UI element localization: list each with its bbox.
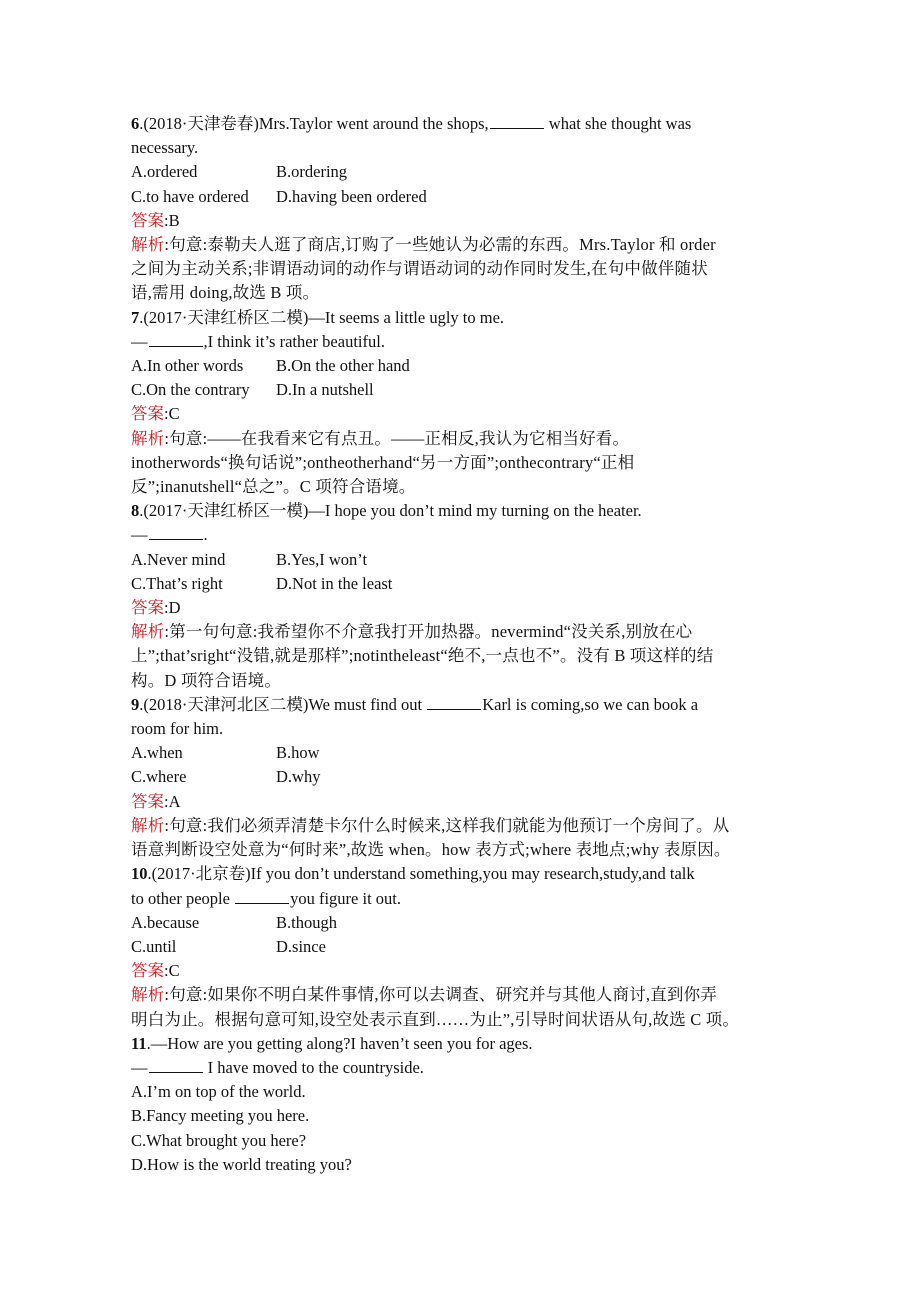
question-8-stem-line-2: [131, 523, 791, 547]
question-source: .: [146, 1033, 151, 1053]
stem-text: —How are you getting along?I haven’t seen you for ages.: [150, 1033, 533, 1053]
option-d: D.In a nutshell: [276, 380, 374, 400]
explanation-label: 解析: [131, 428, 165, 448]
question-6-stem-line-2: necessary.: [131, 138, 199, 158]
option-b: B.Fancy meeting you here.: [131, 1106, 310, 1126]
stem-text: I have moved to the countryside.: [203, 1057, 424, 1077]
question-source: .(2018·天津河北区二模): [139, 694, 309, 714]
explanation-text: :句意:我们必须弄清楚卡尔什么时候来,这样我们就能为他预订一个房间了。从: [164, 815, 730, 835]
explanation-line: [131, 620, 791, 644]
answer-line: [131, 402, 791, 426]
question-number: 8: [131, 501, 140, 521]
answer-line: [131, 209, 791, 233]
options-row: [131, 160, 791, 184]
option-a: A.when: [131, 743, 183, 763]
stem-text: .: [203, 525, 208, 545]
answer-value: :C: [164, 404, 180, 424]
dash: —: [131, 1057, 148, 1077]
stem-text: you figure it out.: [290, 888, 401, 908]
answer-line: [131, 596, 791, 620]
answer-blank: [149, 1058, 203, 1073]
options-row: [131, 354, 791, 378]
explanation-line: 之间为主动关系;非谓语动词的动作与谓语动词的动作同时发生,在句中做伴随状: [131, 259, 708, 279]
explanation-label: 解析: [131, 985, 165, 1005]
option-a: A.I’m on top of the world.: [131, 1082, 306, 1102]
options-row: [131, 572, 791, 596]
option-b: B.ordering: [276, 162, 348, 182]
question-8-stem-line-1: [131, 499, 791, 523]
explanation-text: :句意:如果你不明白某件事情,你可以去调查、研究并与其他人商讨,直到你弄: [164, 985, 718, 1005]
answer-line: [131, 959, 791, 983]
stem-text: —It seems a little ugly to me.: [308, 307, 505, 327]
option-a: A.Never mind: [131, 549, 226, 569]
options-row: [131, 911, 791, 935]
option-b: B.On the other hand: [276, 356, 410, 376]
question-source: .(2017·天津红桥区二模): [139, 307, 309, 327]
options-row: [131, 765, 791, 789]
question-number: 7: [131, 307, 140, 327]
options-row: [131, 935, 791, 959]
explanation-line: 上”;that’sright“没错,就是那样”;notintheleast“绝不,一点也不”。没有 B 项这样的结: [131, 646, 714, 666]
explanation-text: :句意:泰勒夫人逛了商店,订购了一些她认为必需的东西。Mrs.Taylor 和 order: [164, 235, 716, 255]
question-9-stem-line-2: room for him.: [131, 719, 224, 739]
question-number: 11: [131, 1033, 147, 1053]
stem-text: ,I think it’s rather beautiful.: [203, 331, 385, 351]
explanation-line: 反”;inanutshell“总之”。C 项符合语境。: [131, 477, 416, 497]
question-11-stem-line-1: [131, 1032, 791, 1056]
question-10-stem-line-1: [131, 862, 791, 886]
answer-label: 答案: [131, 404, 164, 424]
question-source: .(2017·天津红桥区一模): [139, 501, 309, 521]
stem-text: If you don’t understand something,you may research,study,and talk: [250, 864, 695, 884]
explanation-line: 语意判断设空处意为“何时来”,故选 when。how 表方式;where 表地点;why 表原因。: [131, 840, 731, 860]
stem-text: —I hope you don’t mind my turning on the heater.: [308, 501, 642, 521]
explanation-text: :句意:——在我看来它有点丑。——正相反,我认为它相当好看。: [164, 428, 630, 448]
option-c: C.until: [131, 936, 177, 956]
explanation-line: [131, 427, 791, 451]
explanation-label: 解析: [131, 815, 165, 835]
answer-label: 答案: [131, 598, 164, 618]
answer-value: :B: [164, 210, 180, 230]
option-c: C.That’s right: [131, 573, 223, 593]
question-number: 6: [131, 114, 140, 133]
question-11-stem-line-2: [131, 1056, 791, 1080]
worksheet-page: [131, 112, 791, 1177]
option-c: C.where: [131, 767, 187, 787]
option-a: A.because: [131, 912, 200, 932]
dash: —: [131, 331, 148, 351]
question-number: 9: [131, 694, 140, 714]
options-row: [131, 548, 791, 572]
option-c: C.What brought you here?: [131, 1130, 307, 1150]
answer-label: 答案: [131, 791, 164, 811]
explanation-line: 构。D 项符合语境。: [131, 670, 282, 690]
option-a: A.ordered: [131, 162, 198, 182]
explanation-line: [131, 814, 791, 838]
explanation-text: :第一句句意:我希望你不介意我打开加热器。nevermind“没关系,别放在心: [164, 622, 693, 642]
stem-text: to other people: [131, 888, 235, 908]
option-b: B.Yes,I won’t: [276, 549, 368, 569]
explanation-line: [131, 233, 791, 257]
option-c: C.to have ordered: [131, 186, 249, 206]
explanation-line: 明白为止。根据句意可知,设空处表示直到……为止”,引导时间状语从句,故选 C 项。: [131, 1009, 740, 1029]
answer-label: 答案: [131, 210, 164, 230]
question-10-stem-line-2: [131, 887, 791, 911]
stem-text: Karl is coming,so we can book a: [482, 694, 699, 714]
option-d: D.since: [276, 936, 326, 956]
answer-value: :C: [164, 961, 180, 981]
question-7-stem-line-2: [131, 330, 791, 354]
options-row: [131, 185, 791, 209]
question-9-stem-line-1: [131, 693, 791, 717]
question-7-stem-line-1: [131, 306, 791, 330]
answer-blank: [149, 332, 203, 347]
answer-label: 答案: [131, 961, 164, 981]
answer-blank: [235, 889, 289, 904]
options-row: [131, 378, 791, 402]
option-d: D.Not in the least: [276, 573, 393, 593]
explanation-line: inotherwords“换句话说”;ontheotherhand“另一方面”;onthecontrary“正相: [131, 452, 635, 472]
answer-value: :A: [164, 791, 181, 811]
answer-blank: [149, 525, 203, 540]
option-b: B.how: [276, 743, 320, 763]
option-d: D.How is the world treating you?: [131, 1154, 352, 1174]
question-number: 10: [131, 864, 148, 884]
question-source: .(2017·北京卷): [147, 864, 251, 884]
explanation-label: 解析: [131, 622, 165, 642]
option-b: B.though: [276, 912, 337, 932]
options-row: [131, 741, 791, 765]
dash: —: [131, 525, 148, 545]
stem-text: We must find out: [308, 694, 427, 714]
stem-text: what she thought was: [544, 114, 692, 133]
question-source: .(2018·天津卷春): [139, 114, 259, 133]
option-d: D.why: [276, 767, 321, 787]
answer-blank: [427, 695, 481, 710]
explanation-label: 解析: [131, 235, 165, 255]
answer-blank: [490, 114, 544, 129]
answer-line: [131, 790, 791, 814]
option-a: A.In other words: [131, 356, 244, 376]
stem-text: Mrs.Taylor went around the shops,: [258, 114, 489, 133]
option-c: C.On the contrary: [131, 380, 250, 400]
answer-value: :D: [164, 598, 181, 618]
question-6-stem-line-1: [131, 112, 791, 136]
option-d: D.having been ordered: [276, 186, 427, 206]
explanation-line: 语,需用 doing,故选 B 项。: [131, 283, 320, 303]
explanation-line: [131, 983, 791, 1007]
